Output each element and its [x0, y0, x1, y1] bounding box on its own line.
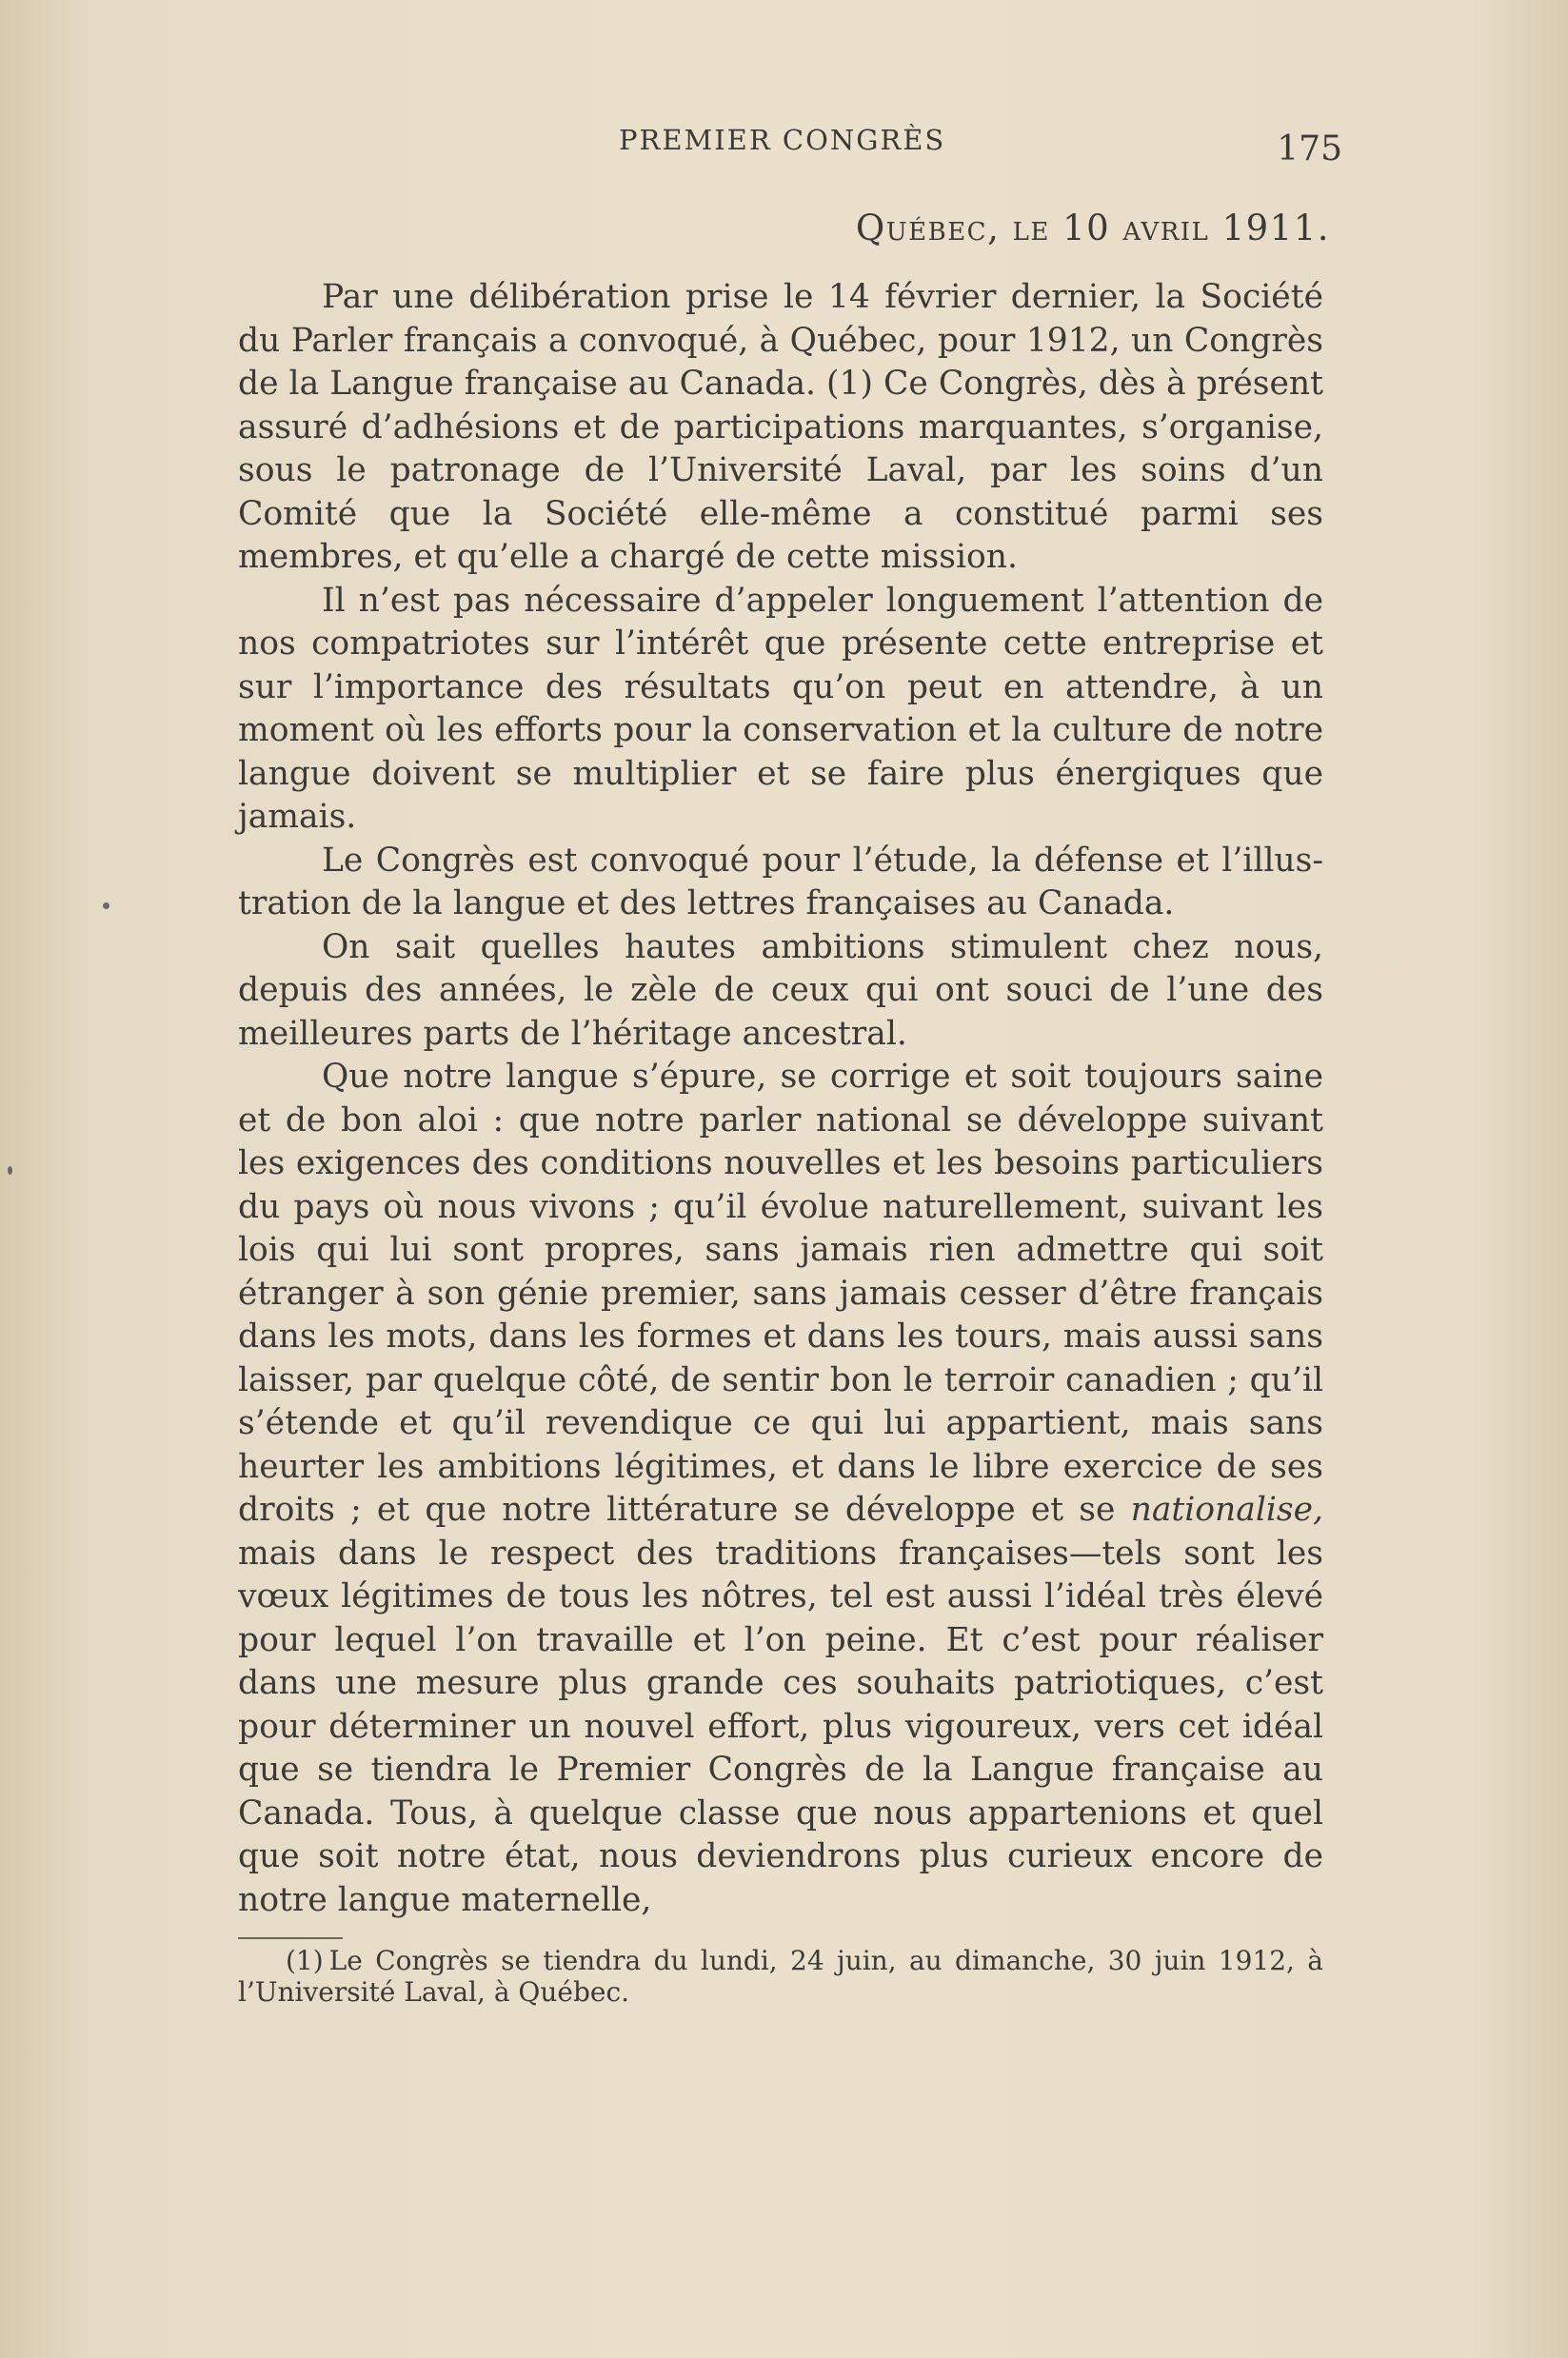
- dateline: Québec, le 10 avril 1911.: [855, 208, 1330, 248]
- paper-speck: [8, 1166, 12, 1175]
- body-text: [238, 276, 1323, 1922]
- paragraph-2: Il n’est pas nécessaire d’appeler longuement l’attention de nos compatriotes sur l’intérêt que présente cette entreprise et sur l’importance des résultats qu’on peut en attendre, à un moment où les efforts pour la conservation et la culture de notre langue doivent se multiplier et se faire plus énergiques que jamais.: [238, 581, 1323, 836]
- paragraph-4: On sait quelles hautes ambitions stimulent chez nous, depuis des années, le zèle de ceux qui ont souci de l’une des meilleures parts de l’héritage ancestral.: [238, 927, 1323, 1053]
- paragraph-5-part-1: Que notre langue s’épure, se corrige et soit toujours saine et de bon aloi : que notre parler national se développe suivant les exigences des conditions nouvelles et les besoins particuliers du pays où nous vivons ; qu’il évolue naturellement, suivant les lois qui lui sont propres, sans jamais rien admettre qui soit étranger à son génie premier, sans jamais cesser d’être français dans les mots, dans les formes et dans les tours, mais aussi sans laisser, par quelque côté, de sentir bon le terroir canadien ; qu’il s’étende et qu’il revendique ce qui lui appartient, mais sans heurter les ambitions légitimes, et dans le libre exercice de ses droits ; et que notre littérature se développe et se: [238, 1058, 1323, 1529]
- italic-word: nationalise,: [1130, 1491, 1323, 1529]
- running-header: [238, 124, 1342, 181]
- footnote-text: Le Congrès se tiendra du lundi, 24 juin, au dimanche, 30 juin 1912, à l’Université Laval, à Québec.: [238, 1945, 1323, 2008]
- page-number: 175: [1277, 129, 1342, 168]
- footnote: [238, 1945, 1323, 2008]
- paragraph-5: [238, 1056, 1323, 1922]
- footnote-rule: [238, 1937, 343, 1939]
- paragraph-5-part-2: mais dans le respect des traditions françaises—tels sont les vœux légitimes de tous les nôtres, tel est aussi l’idéal très élevé pour lequel l’on travaille et l’on peine. Et c’est pour réaliser dans une mesure plus grande ces souhaits patriotiques, c’est pour déterminer un nouvel effort, plus vigoureux, vers cet idéal que se tiendra le Premier Congrès de la Langue française au Canada. Tous, à quelque classe que nous appartenions et quel que soit notre état, nous deviendrons plus curieux encore de notre langue maternelle,: [238, 1534, 1323, 1919]
- paragraph-1: Par une délibération prise le 14 février dernier, la Société du Parler français a convoqué, à Québec, pour 1912, un Congrès de la Langue française au Canada. (1) Ce Congrès, dès à présent assuré d’adhésions et de participations marquantes, s’organise, sous le patronage de l’Université Laval, par les soins d’un Comité que la Société elle-même a constitué parmi ses membres, et qu’elle a chargé de cette mission.: [238, 278, 1323, 576]
- paper-speck: [103, 902, 109, 909]
- footnote-mark: (1): [286, 1945, 324, 1976]
- paragraph-3: Le Congrès est convoqué pour l’étude, la défense et l’illustration de la langue et des lettres françaises au Canada.: [238, 841, 1323, 922]
- running-title: PREMIER CONGRÈS: [619, 124, 946, 156]
